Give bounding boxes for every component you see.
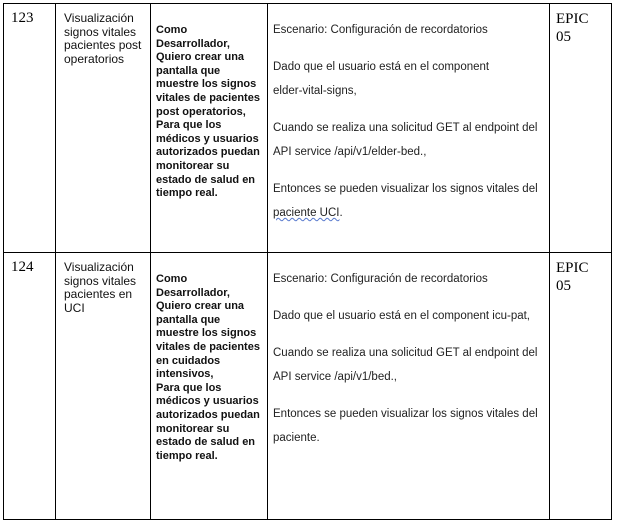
story-goal: Quiero crear una pantalla que muestre los signos vitales de pacientes post operatorios, — [156, 51, 260, 118]
criteria-when: Cuando se realiza una solicitud GET al endpoint del API service /api/v1/bed., — [273, 347, 538, 383]
story-id: 123 — [4, 4, 56, 253]
acceptance-criteria — [268, 253, 550, 520]
spellcheck-underlined-text: paciente UCI — [273, 207, 340, 219]
story-title: Visualización signos vitales pacientes en UCI — [56, 253, 151, 520]
criteria-scenario: Escenario: Configuración de recordatorios — [273, 24, 488, 36]
story-role: Como Desarrollador, — [156, 24, 230, 50]
story-id: 124 — [4, 253, 56, 520]
criteria-given: Dado que el usuario está en el component elder-vital-signs, — [273, 61, 490, 97]
criteria-scenario: Escenario: Configuración de recordatorios — [273, 273, 488, 285]
user-story — [151, 4, 268, 253]
story-benefit: Para que los médicos y usuarios autorizados puedan monitorear su estado de salud en tiempo real. — [156, 381, 260, 462]
criteria-given: Dado que el usuario está en el component icu-pat, — [273, 310, 530, 322]
story-benefit: Para que los médicos y usuarios autorizados puedan monitorear su estado de salud en tiempo real. — [156, 119, 260, 200]
criteria-when: Cuando se realiza una solicitud GET al endpoint del API service /api/v1/elder-bed., — [273, 122, 538, 158]
story-role: Como Desarrollador, — [156, 273, 230, 299]
table-row — [4, 253, 612, 520]
user-story — [151, 253, 268, 520]
story-goal: Quiero crear una pantalla que muestre los signos vitales de pacientes en cuidados intensivos, — [156, 300, 260, 381]
table-row — [4, 4, 612, 253]
acceptance-criteria — [268, 4, 550, 253]
epic-label: EPIC 05 — [550, 253, 612, 520]
criteria-then: Entonces se pueden visualizar los signos vitales del paciente. — [273, 408, 538, 444]
user-stories-table — [3, 3, 612, 520]
story-title: Visualización signos vitales pacientes post operatorios — [56, 4, 151, 253]
epic-label: EPIC 05 — [550, 4, 612, 253]
criteria-then: Entonces se pueden visualizar los signos vitales del paciente UCI. — [273, 183, 538, 219]
